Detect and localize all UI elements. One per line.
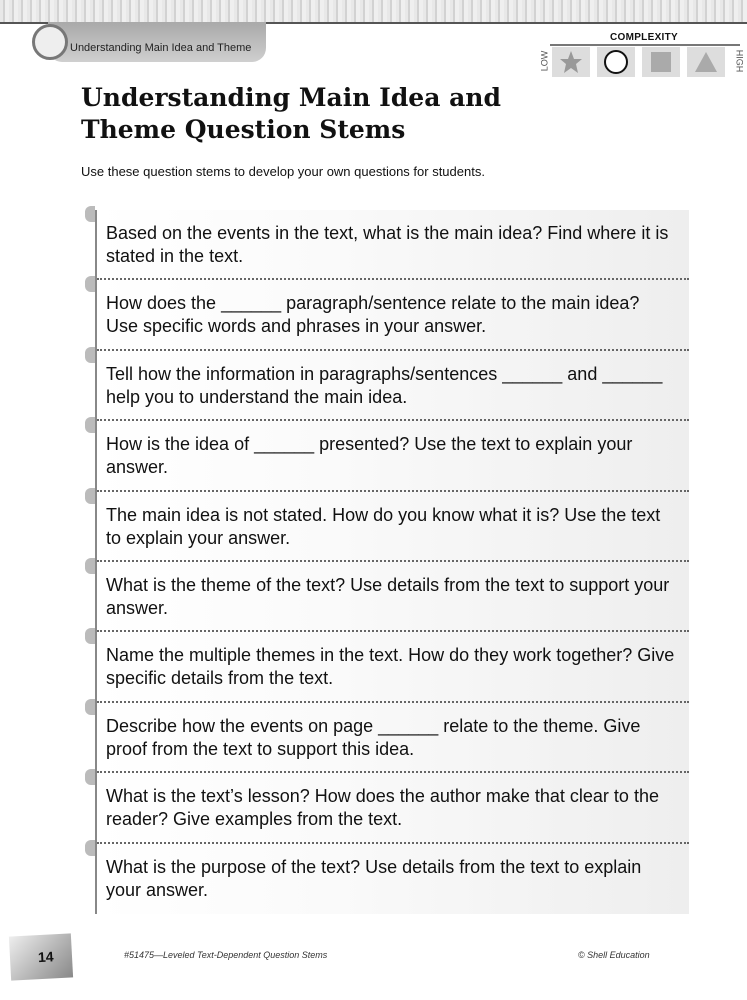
question-stem-row [97,703,689,773]
binder-tab-icon [85,699,95,715]
binder-tab-icon [85,488,95,504]
question-stem-row [97,210,689,280]
complexity-bar [550,44,740,46]
section-label: Understanding Main Idea and Theme [70,42,252,54]
question-stem-text: What is the text’s lesson? How does the author make that clear to the reader? Give examples from the text. [106,786,659,830]
complexity-low: LOW [539,50,550,72]
footer-title: #51475—Leveled Text-Dependent Question Stems [124,950,328,960]
page-number: 14 [37,948,54,966]
binder-tab-icon [85,840,95,856]
question-stem-text: Based on the events in the text, what is the main idea? Find where it is stated in the text. [106,223,669,266]
question-stem-row [97,351,689,421]
question-stem-list [95,210,689,914]
question-stem-row [97,773,689,843]
question-stem-row [97,421,689,491]
binder-tab-icon [85,276,95,292]
question-stem-row [97,562,689,632]
binder-tab-icon [85,347,95,363]
triangle-icon [687,47,725,77]
binder-tab-icon [85,769,95,785]
question-stem-text: Tell how the information in paragraphs/sentences ______ and ______ help you to understand the main idea. [106,363,663,407]
question-stem-row [97,492,689,562]
top-border [0,0,747,24]
binder-tab-icon [85,206,95,222]
question-stem-text: What is the theme of the text? Use details from the text to support your answer. [106,574,670,618]
circle-icon [597,47,635,77]
star-icon [552,47,590,77]
tab-circle-icon [32,24,68,60]
question-stem-text: The main idea is not stated. How do you know what it is? Use the text to explain your answer. [106,504,661,548]
question-stem-text: What is the purpose of the text? Use details from the text to explain your answer. [106,856,642,900]
question-stem-text: Name the multiple themes in the text. How do they work together? Give specific details from the text. [106,645,675,689]
footer-copyright: © Shell Education [578,950,650,960]
binder-tab-icon [85,558,95,574]
intro-text: Use these question stems to develop your own questions for students. [81,164,485,179]
square-icon [642,47,680,77]
page-number-badge [9,933,73,980]
question-stem-row [97,844,689,914]
question-stem-text: How is the idea of ______ presented? Use the text to explain your answer. [106,434,633,478]
complexity-high: HIGH [734,49,745,73]
binder-tab-icon [85,417,95,433]
binder-tab-icon [85,628,95,644]
question-stem-row [97,280,689,350]
question-stem-text: Describe how the events on page ______ relate to the theme. Give proof from the text to support this idea. [106,715,641,759]
complexity-title: COMPLEXITY [609,32,678,43]
question-stem-row [97,632,689,702]
page-title: Understanding Main Idea and Theme Question Stems [81,83,501,144]
question-stem-text: How does the ______ paragraph/sentence relate to the main idea? Use specific words and phrases in your answer. [106,293,640,337]
